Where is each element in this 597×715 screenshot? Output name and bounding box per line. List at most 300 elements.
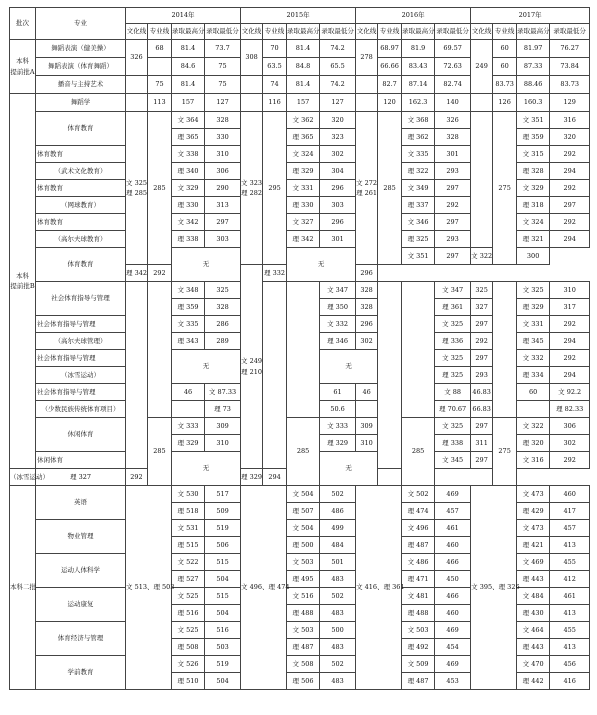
table-cell: 社会体育指导与管理	[36, 350, 126, 367]
table-cell: 文 324	[287, 146, 320, 163]
table-cell: 理 342	[126, 265, 148, 282]
table-cell: 文 395、理 326	[471, 486, 517, 690]
table-cell: 515	[205, 588, 241, 605]
table-cell: 297	[435, 248, 471, 265]
table-cell: 文 416、理 361	[356, 486, 402, 690]
table-cell: 460	[550, 486, 590, 503]
table-cell: 81.4	[172, 40, 205, 58]
table-cell: 文 335	[402, 146, 435, 163]
table-cell: 理 343	[172, 333, 205, 350]
table-cell: 理 359	[172, 299, 205, 316]
table-cell: 文 333	[172, 418, 205, 435]
table-cell: 文 87.33	[205, 384, 241, 401]
table-row	[10, 94, 590, 112]
table-cell: 理 329	[241, 469, 263, 486]
table-cell: 理 338	[435, 435, 471, 452]
table-cell: 无	[172, 350, 241, 384]
table-cell: 理 350	[320, 299, 356, 316]
table-cell: 68	[148, 40, 172, 58]
table-cell: 文 332	[320, 316, 356, 333]
table-cell: 320	[320, 112, 356, 129]
table-cell: 296	[320, 180, 356, 197]
table-cell: 301	[435, 146, 471, 163]
table-cell: 50.6	[320, 401, 356, 418]
table-cell: 292	[550, 316, 590, 333]
table-cell: 理 329	[287, 163, 320, 180]
table-cell: 87.14	[402, 76, 435, 94]
table-cell: 理 322	[402, 163, 435, 180]
table-cell: 理 500	[287, 537, 320, 554]
table-cell	[126, 76, 148, 94]
table-cell: 302	[320, 146, 356, 163]
table-cell: 516	[205, 622, 241, 639]
table-cell: 297	[471, 350, 493, 367]
table-cell: 483	[320, 639, 356, 656]
table-cell: 体育教育	[36, 214, 126, 231]
table-cell: 文 513、理 503	[126, 486, 172, 690]
table-cell: 60	[493, 58, 517, 76]
table-cell: 304	[320, 163, 356, 180]
table-cell: 理 510	[172, 673, 205, 690]
table-cell: 69.57	[435, 40, 471, 58]
table-cell: 129	[550, 94, 590, 112]
table-cell: 502	[320, 588, 356, 605]
table-cell: 理 337	[402, 197, 435, 214]
table-cell: 理 318	[517, 197, 550, 214]
table-cell: 理 527	[172, 571, 205, 588]
table-cell: 66.83	[471, 401, 493, 418]
table-cell: 英语	[36, 486, 126, 520]
table-cell: 81.9	[402, 40, 435, 58]
table-cell: 328	[205, 112, 241, 129]
table-cell: 309	[205, 418, 241, 435]
table-cell: 理 488	[402, 605, 435, 622]
table-cell: 450	[435, 571, 471, 588]
table-cell: 体育教育	[36, 112, 126, 146]
table-cell: 理 329	[320, 435, 356, 452]
table-cell: 486	[320, 503, 356, 520]
table-cell: 310	[205, 146, 241, 163]
table-cell: 文 525	[172, 622, 205, 639]
table-cell: 413	[550, 537, 590, 554]
table-cell	[402, 282, 435, 418]
batch-header: 批次	[10, 8, 36, 40]
table-cell: 466	[435, 588, 471, 605]
table-row	[10, 282, 590, 299]
table-cell: （网球教育）	[36, 197, 126, 214]
table-cell: 413	[550, 639, 590, 656]
table-cell: 文 325	[435, 316, 471, 333]
table-cell: 文 325 理 285	[126, 112, 148, 265]
table-cell: 理 488	[287, 605, 320, 622]
table-cell: 理 325	[402, 231, 435, 248]
table-cell: 理 430	[517, 605, 550, 622]
table-cell: 体育教育	[36, 248, 126, 282]
table-cell: 515	[205, 554, 241, 571]
table-cell: 63.5	[263, 58, 287, 76]
table-cell: 517	[205, 486, 241, 503]
table-cell: 文 516	[287, 588, 320, 605]
table-cell: 293	[435, 231, 471, 248]
table-cell: 292	[148, 265, 172, 282]
table-cell: 162.3	[402, 94, 435, 112]
table-cell: 文 525	[172, 588, 205, 605]
table-cell: 81.4	[287, 76, 320, 94]
table-cell: 文 347	[320, 282, 356, 299]
table-cell: 文 335	[172, 316, 205, 333]
table-cell: 285	[148, 418, 172, 486]
major-line-header: 专业线	[493, 24, 517, 40]
table-cell: 理 429	[517, 503, 550, 520]
major-header: 专业	[36, 8, 126, 40]
table-cell: 325	[205, 282, 241, 299]
table-cell: 文 473	[517, 520, 550, 537]
table-cell: 理 421	[517, 537, 550, 554]
year-header-2016: 2016年	[356, 8, 471, 24]
table-cell: 体育教育	[36, 146, 126, 163]
table-cell: 文 347	[435, 282, 471, 299]
table-cell: 社会体育指导与管理	[36, 384, 126, 401]
table-cell: 运动人体科学	[36, 554, 126, 588]
year-header-2015: 2015年	[241, 8, 356, 24]
table-cell: 文 503	[402, 622, 435, 639]
table-cell: 74	[263, 76, 287, 94]
year-header-2014: 2014年	[126, 8, 241, 24]
table-cell: 81.4	[287, 40, 320, 58]
table-cell: 理 487	[402, 673, 435, 690]
table-cell: 理 340	[172, 163, 205, 180]
table-cell: 297	[435, 214, 471, 231]
table-cell: 503	[205, 639, 241, 656]
table-cell: 体育经济与管理	[36, 622, 126, 656]
table-cell	[356, 401, 378, 418]
table-cell: 文 322	[517, 418, 550, 435]
table-cell: 294	[263, 469, 287, 486]
table-cell: 学前教育	[36, 656, 126, 690]
table-cell: 理 471	[402, 571, 435, 588]
table-cell	[356, 76, 378, 94]
table-cell: 文 327	[287, 214, 320, 231]
table-cell: 87.33	[517, 58, 550, 76]
table-cell: 理 508	[172, 639, 205, 656]
table-cell: 文 508	[287, 656, 320, 673]
table-cell: 文 315	[517, 146, 550, 163]
table-cell: 297	[471, 452, 493, 469]
table-cell: 73.84	[550, 58, 590, 76]
table-cell: 504	[205, 605, 241, 622]
table-cell: 无	[172, 452, 241, 486]
table-cell: 文 473	[517, 486, 550, 503]
table-cell: 文 464	[517, 622, 550, 639]
table-cell	[471, 112, 493, 248]
admission-score-table	[9, 7, 590, 690]
table-cell: 460	[435, 537, 471, 554]
table-cell: 75	[148, 76, 172, 94]
table-cell: 73.7	[205, 40, 241, 58]
table-cell: 285	[378, 112, 402, 265]
table-cell: 320	[550, 129, 590, 146]
table-cell: 理 487	[287, 639, 320, 656]
table-cell: 509	[205, 503, 241, 520]
table-cell: 455	[550, 554, 590, 571]
table-cell: 68.97	[378, 40, 402, 58]
table-cell: 本科 提前批A	[10, 40, 36, 94]
table-cell: 理 327	[36, 469, 126, 486]
table-cell: 文 503	[287, 622, 320, 639]
table-cell: 文 325	[517, 282, 550, 299]
table-cell: 理 332	[263, 265, 287, 282]
table-cell: 理 325	[435, 367, 471, 384]
major-line-header: 专业线	[148, 24, 172, 40]
table-cell: 文 504	[287, 520, 320, 537]
table-row	[10, 112, 590, 129]
table-cell: （冰雪运动）	[36, 367, 126, 384]
table-row	[10, 486, 590, 503]
table-cell: 306	[550, 418, 590, 435]
table-cell: 313	[205, 197, 241, 214]
table-cell: 文 481	[402, 588, 435, 605]
table-cell: 46	[356, 384, 378, 401]
table-cell: 84.6	[172, 58, 205, 76]
table-cell: 294	[550, 163, 590, 180]
table-cell: 文 496	[402, 520, 435, 537]
table-cell: 275	[493, 112, 517, 265]
table-row	[10, 40, 590, 58]
table-cell: 理 334	[517, 367, 550, 384]
table-cell: 物业管理	[36, 520, 126, 554]
table-cell: 157	[287, 94, 320, 112]
table-cell: 文 332	[517, 350, 550, 367]
table-cell: 理 329	[517, 299, 550, 316]
table-cell: 理 443	[517, 639, 550, 656]
table-cell	[148, 58, 172, 76]
table-cell: 休闲体育	[36, 418, 126, 452]
major-line-header: 专业线	[378, 24, 402, 40]
table-cell: 285	[148, 112, 172, 265]
table-cell: 理 518	[172, 503, 205, 520]
table-cell: 理 492	[402, 639, 435, 656]
table-cell: 理 321	[517, 231, 550, 248]
table-cell: 127	[320, 94, 356, 112]
table-cell: 理 361	[435, 299, 471, 316]
table-cell: 理 516	[172, 605, 205, 622]
table-cell: 157	[172, 94, 205, 112]
table-cell: 275	[493, 418, 517, 486]
culture-line-header: 文化线	[241, 24, 263, 40]
table-cell: 理 359	[517, 129, 550, 146]
table-cell: 328	[356, 282, 378, 299]
table-cell: 81.97	[517, 40, 550, 58]
table-cell: 500	[320, 622, 356, 639]
table-cell: 502	[320, 656, 356, 673]
table-cell: 484	[320, 537, 356, 554]
table-cell: 302	[356, 333, 378, 350]
table-cell: 292	[550, 214, 590, 231]
table-row	[10, 418, 590, 435]
table-cell: 61	[320, 384, 356, 401]
table-cell: （少数民族传统体育项目）	[36, 401, 126, 418]
table-cell: 466	[435, 554, 471, 571]
table-cell: 文 329	[517, 180, 550, 197]
culture-line-header: 文化线	[356, 24, 378, 40]
table-cell: 292	[435, 197, 471, 214]
table-cell: 460	[435, 605, 471, 622]
table-cell: 文 509	[402, 656, 435, 673]
table-cell: 文 526	[172, 656, 205, 673]
table-cell: 理 487	[402, 537, 435, 554]
table-cell: 文 348	[172, 282, 205, 299]
table-cell: 理 345	[517, 333, 550, 350]
table-cell: 326	[435, 112, 471, 129]
table-cell: 309	[356, 418, 378, 435]
table-cell: 294	[550, 367, 590, 384]
table-cell: 70	[263, 40, 287, 58]
table-cell: 140	[435, 94, 471, 112]
table-cell: 519	[205, 656, 241, 673]
table-cell: 文 324	[517, 214, 550, 231]
table-cell: 无	[320, 452, 378, 486]
table-cell: 理 443	[517, 571, 550, 588]
table-cell: 303	[205, 231, 241, 248]
table-cell: 理 495	[287, 571, 320, 588]
table-cell: 297	[435, 180, 471, 197]
table-cell: 519	[205, 520, 241, 537]
table-cell: 310	[356, 435, 378, 452]
table-cell: 理 73	[205, 401, 241, 418]
table-cell: 113	[148, 94, 172, 112]
table-cell: 328	[435, 129, 471, 146]
max-score-header: 录取最高分	[402, 24, 435, 40]
table-cell: 82.74	[435, 76, 471, 94]
table-cell: 295	[263, 112, 287, 265]
table-cell: 499	[320, 520, 356, 537]
table-cell	[241, 76, 263, 94]
table-cell: 文 316	[517, 452, 550, 469]
table-cell	[378, 282, 402, 469]
table-cell: 82.7	[378, 76, 402, 94]
table-cell: 文 351	[402, 248, 435, 265]
table-cell: 160.3	[517, 94, 550, 112]
table-cell: 302	[550, 435, 590, 452]
table-cell: （冰雪运动）	[10, 469, 36, 486]
table-cell: 文 325	[435, 350, 471, 367]
table-cell: 理 506	[287, 673, 320, 690]
table-cell: 本科二批	[10, 486, 36, 690]
table-cell: 文 345	[435, 452, 471, 469]
table-cell: 249	[471, 40, 493, 94]
table-cell: 体育教育	[36, 180, 126, 197]
table-cell: 舞蹈表演（健美操）	[36, 40, 126, 58]
table-cell: 理 336	[435, 333, 471, 350]
table-cell: 理 346	[320, 333, 356, 350]
table-cell: 文 504	[287, 486, 320, 503]
table-cell: 文 503	[287, 554, 320, 571]
table-row	[10, 58, 590, 76]
table-cell: 455	[550, 622, 590, 639]
table-cell: 文 272 理 261	[356, 112, 378, 265]
table-cell: 323	[320, 129, 356, 146]
table-cell: 运动康复	[36, 588, 126, 622]
table-cell: 75	[205, 58, 241, 76]
table-cell: 本科 提前批B	[10, 94, 36, 469]
table-cell	[263, 282, 287, 469]
table-cell: 412	[550, 571, 590, 588]
year-header-2017: 2017年	[471, 8, 590, 24]
table-cell: 理 442	[517, 673, 550, 690]
table-cell: 301	[320, 231, 356, 248]
table-cell: 120	[378, 94, 402, 112]
table-cell: 303	[320, 197, 356, 214]
table-cell: 无	[320, 350, 378, 384]
table-cell: 文 329	[172, 180, 205, 197]
table-cell: 504	[205, 571, 241, 588]
table-cell: 文 88	[435, 384, 471, 401]
table-cell: 310	[205, 435, 241, 452]
table-cell: 文 484	[517, 588, 550, 605]
table-cell: 126	[493, 94, 517, 112]
table-cell: 文 333	[320, 418, 356, 435]
table-cell: 无	[172, 248, 241, 282]
table-cell: 文 368	[402, 112, 435, 129]
table-cell: 理 365	[287, 129, 320, 146]
table-cell: 483	[320, 673, 356, 690]
table-cell: 理 330	[172, 197, 205, 214]
table-cell: 292	[471, 333, 493, 350]
table-cell: 75	[205, 76, 241, 94]
table-cell: 文 249 理 210	[241, 265, 263, 469]
table-cell	[126, 282, 148, 469]
table-cell: 理 515	[172, 537, 205, 554]
table-cell: 293	[471, 367, 493, 384]
table-cell: 285	[402, 418, 435, 486]
table-cell: 88.46	[517, 76, 550, 94]
table-cell: 469	[435, 622, 471, 639]
table-cell: 297	[471, 418, 493, 435]
table-cell: 理 329	[172, 435, 205, 452]
table-cell: 469	[435, 656, 471, 673]
table-cell: 文 325	[435, 418, 471, 435]
table-cell: 81.4	[172, 76, 205, 94]
table-cell: 308	[241, 40, 263, 76]
table-cell: 278	[356, 40, 378, 76]
table-cell: 297	[471, 316, 493, 333]
table-cell: 116	[263, 94, 287, 112]
table-cell: 文 351	[517, 112, 550, 129]
min-score-header: 录取最低分	[205, 24, 241, 40]
table-cell: 文 486	[402, 554, 435, 571]
table-cell: 理 474	[402, 503, 435, 520]
table-cell: 76.27	[550, 40, 590, 58]
max-score-header: 录取最高分	[287, 24, 320, 40]
table-cell: 74.2	[320, 76, 356, 94]
table-cell: 501	[320, 554, 356, 571]
table-cell: 社会体育指导与管理	[36, 282, 126, 316]
table-cell: 317	[550, 299, 590, 316]
culture-line-header: 文化线	[126, 24, 148, 40]
table-row	[10, 76, 590, 94]
table-cell: 483	[320, 605, 356, 622]
table-cell	[172, 401, 205, 418]
table-cell: （武术文化教育）	[36, 163, 126, 180]
table-cell: 文 331	[517, 316, 550, 333]
table-cell: 504	[205, 673, 241, 690]
table-cell: 理 330	[287, 197, 320, 214]
table-cell: 296	[356, 316, 378, 333]
table-cell	[148, 282, 172, 418]
table-cell: 理 320	[517, 435, 550, 452]
table-cell: 286	[205, 316, 241, 333]
table-cell: 舞蹈表演（体育舞蹈）	[36, 58, 126, 76]
